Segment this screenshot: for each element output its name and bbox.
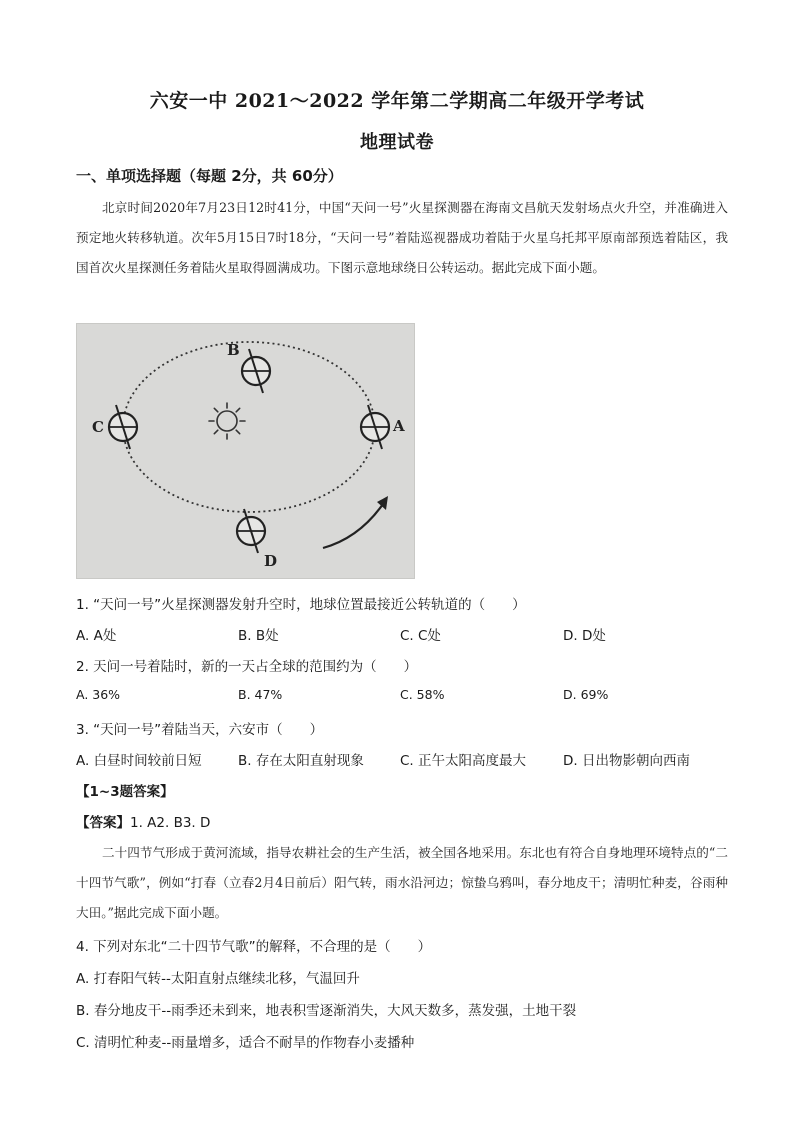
question-1-options (76, 624, 736, 646)
option-a: A. 白昼时间较前日短 (76, 753, 202, 769)
earth-icon (361, 405, 389, 449)
passage-2: 二十四节气形成于黄河流域，指导农耕社会的生产生活，被全国各地采用。东北也有符合自身地理环境特点的“二十四节气歌”，例如“打春（立春2月4日前后）阳气转，雨水沿河边；惊蛰乌鸦叫，春分地皮干；清明忙种麦，谷雨种大田。”据此完成下面小题。 (76, 845, 728, 920)
question-3-options (76, 749, 736, 771)
option-c: C. C处 (400, 628, 441, 644)
question-3-stem: 3. “天问一号”着陆当天，六安市（ ） (76, 722, 324, 738)
option-d: D. 日出物影朝向西南 (563, 753, 690, 769)
passage-1: 北京时间2020年7月23日12时41分，中国“天问一号”火星探测器在海南文昌航天发射场点火升空，并准确进入预定地火转移轨道。次年5月15日7时18分，“天问一号”着陆巡视器成功着陆于火星乌托邦平原南部预选着陆区，我国首次火星探测任务着陆火星取得圆满成功。下图示意地球绕日公转运动。据此完成下面小题。 (76, 200, 728, 275)
orbit-diagram (77, 324, 414, 578)
label-d: D (264, 552, 278, 570)
question-4-stem: 4. 下列对东北“二十四节气歌”的解释，不合理的是（ ） (76, 939, 432, 955)
option-b: B. 存在太阳直射现象 (238, 753, 364, 769)
label-b: B (227, 341, 240, 359)
earth-icon (109, 405, 137, 449)
question-4-option-b: B. 春分地皮干--雨季还未到来，地表积雪逐渐消失，大风天数多，蒸发强，土地干裂 (76, 1003, 577, 1019)
option-b: B. 47% (238, 687, 283, 702)
option-d: D. 69% (563, 687, 609, 702)
arrow-icon (323, 496, 388, 548)
option-d: D. D处 (563, 628, 606, 644)
answer-label: 【答案】 (76, 815, 130, 831)
exam-subtitle: 地理试卷 (360, 132, 434, 153)
question-1-stem: 1. “天问一号”火星探测器发射升空时，地球位置最接近公转轨道的（ ） (76, 597, 526, 613)
option-c: C. 58% (400, 687, 445, 702)
exam-title: 六安一中 2021～2022 学年第二学期高二年级开学考试 (149, 90, 645, 112)
question-4-option-a: A. 打春阳气转--太阳直射点继续北移，气温回升 (76, 971, 360, 987)
option-b: B. B处 (238, 628, 279, 644)
question-4-option-c: C. 清明忙种麦--雨量增多，适合不耐旱的作物春小麦播种 (76, 1035, 415, 1051)
section-heading: 一、单项选择题（每题 2分，共 60分） (76, 167, 343, 185)
earth-icon (242, 349, 270, 393)
earth-orbit-figure (76, 323, 415, 579)
sun-icon (209, 403, 245, 439)
question-2-stem: 2. 天问一号着陆时，新的一天占全球的范围约为（ ） (76, 659, 418, 675)
answer-content: 1. A2. B3. D (130, 815, 211, 831)
question-2-options (76, 687, 736, 709)
option-a: A. A处 (76, 628, 117, 644)
label-c: C (92, 418, 104, 436)
answer-heading: 【1~3题答案】 (76, 784, 174, 800)
option-c: C. 正午太阳高度最大 (400, 753, 527, 769)
option-a: A. 36% (76, 687, 121, 702)
label-a: A (393, 417, 405, 435)
earth-icon (237, 509, 265, 553)
answer-line (76, 811, 210, 831)
